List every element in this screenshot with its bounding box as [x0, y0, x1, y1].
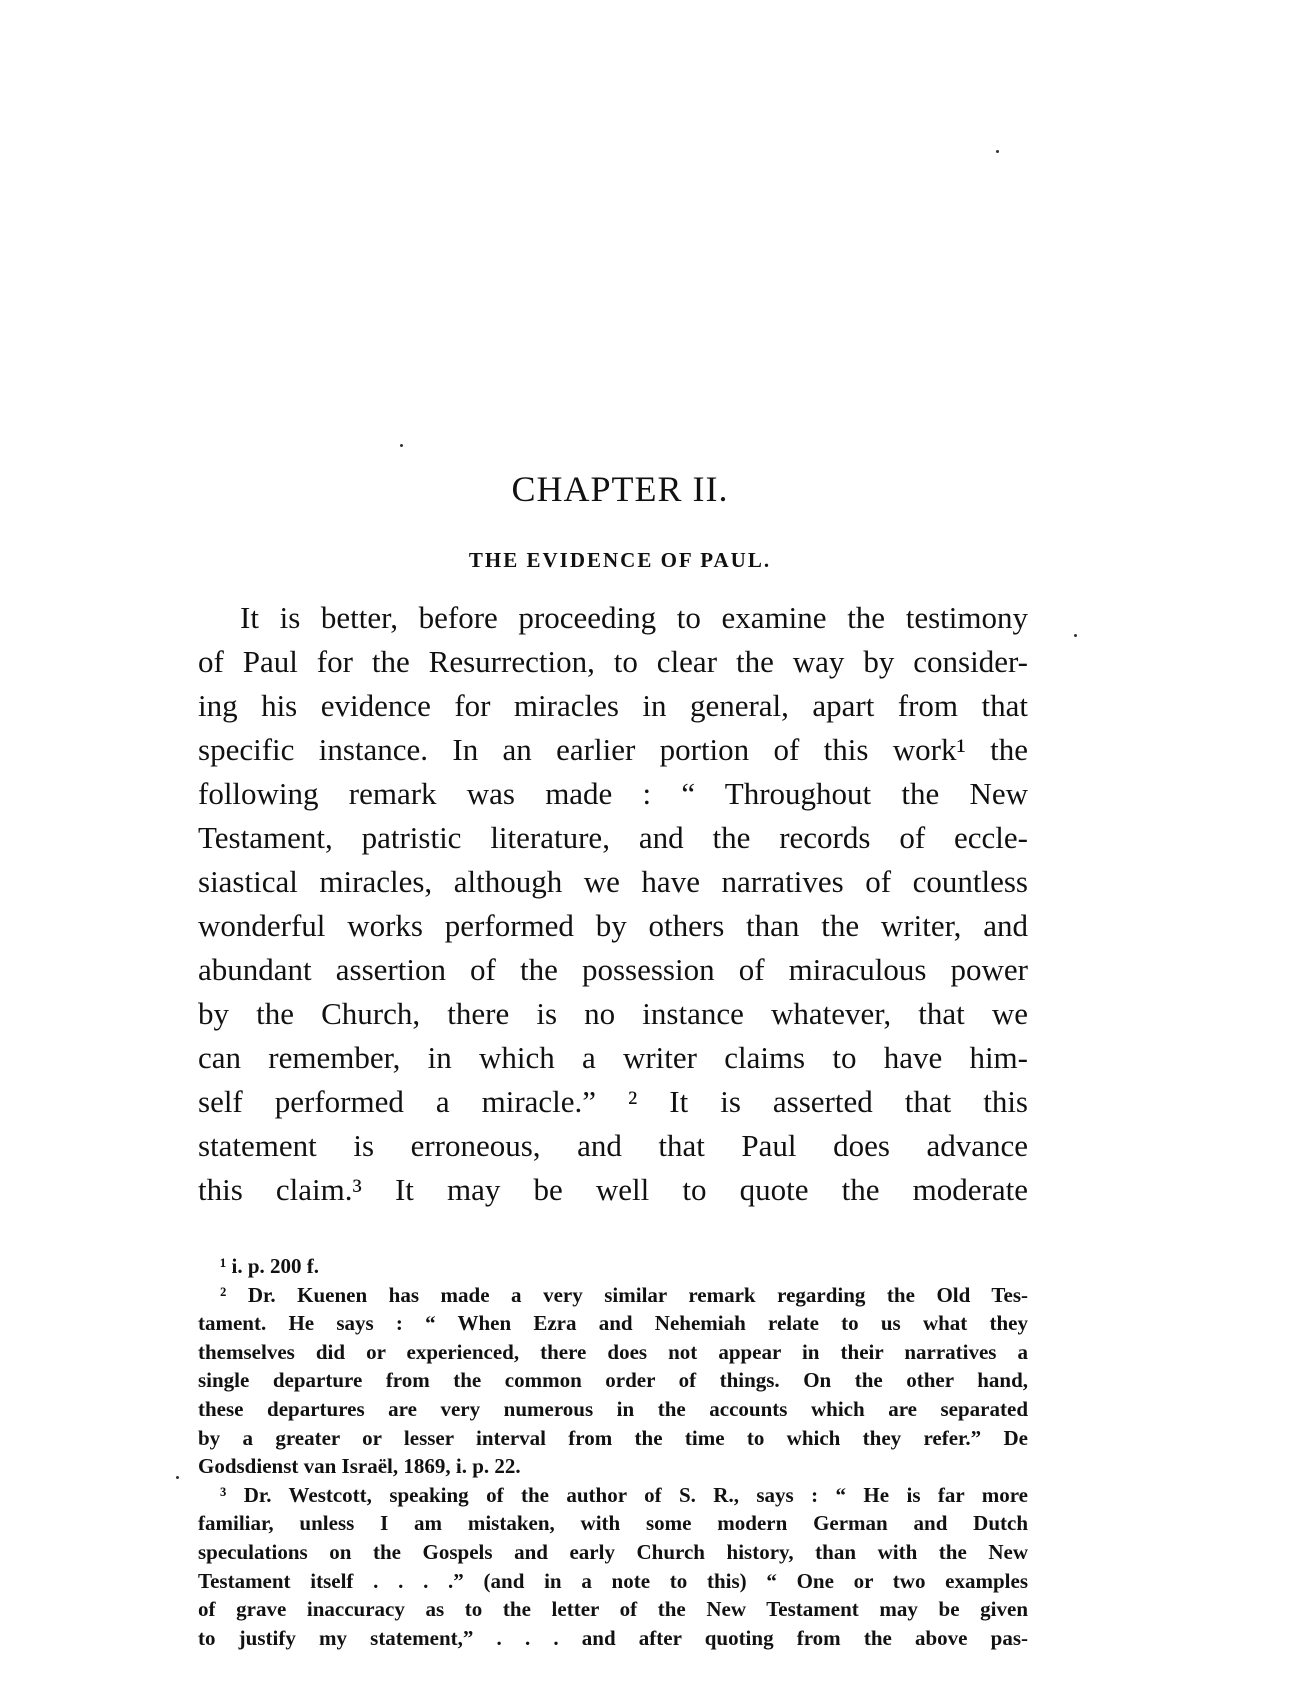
- body-text: [198, 596, 1028, 1212]
- print-speck: [1074, 634, 1077, 637]
- body-line: by the Church, there is no instance whatever, that we: [198, 996, 1028, 1031]
- chapter-subtitle: THE EVIDENCE OF PAUL.: [468, 548, 772, 572]
- print-speck: [176, 1476, 179, 1479]
- footnote-line: of grave inaccuracy as to the letter of the New Testament may be given: [198, 1597, 1028, 1622]
- footnote-line: by a greater or lesser interval from the time to which they refer.” De: [198, 1425, 1028, 1450]
- body-line: siastical miracles, although we have narratives of countless: [198, 864, 1028, 899]
- footnote-3: ³ Dr. Westcott, speaking of the author of S. R., says : “ He is far more: [220, 1482, 1028, 1507]
- body-line: of Paul for the Resurrection, to clear the way by consider-: [198, 644, 1028, 679]
- body-line: It is better, before proceeding to examine the testimony: [240, 600, 1028, 635]
- print-speck: [400, 444, 403, 447]
- footnote-1: ¹ i. p. 200 f.: [220, 1254, 320, 1278]
- chapter-title: CHAPTER II.: [511, 469, 729, 509]
- body-line: can remember, in which a writer claims to have him-: [198, 1040, 1028, 1075]
- footnote-line: Godsdienst van Israël, 1869, i. p. 22.: [198, 1454, 521, 1479]
- footnote-line: to justify my statement,” . . . and after quoting from the above pas-: [198, 1625, 1028, 1650]
- footnotes: [198, 1252, 1028, 1652]
- body-line: statement is erroneous, and that Paul does advance: [198, 1128, 1028, 1163]
- body-line: this claim.³ It may be well to quote the moderate: [198, 1172, 1028, 1207]
- footnote-line: tament. He says : “ When Ezra and Nehemiah relate to us what they: [198, 1311, 1028, 1336]
- footnote-line: single departure from the common order of things. On the other hand,: [198, 1368, 1028, 1393]
- body-line: self performed a miracle.” ² It is asserted that this: [198, 1084, 1028, 1119]
- body-line: wonderful works performed by others than the writer, and: [198, 908, 1028, 943]
- body-line: abundant assertion of the possession of miraculous power: [198, 952, 1028, 987]
- body-line: Testament, patristic literature, and the records of eccle-: [198, 820, 1028, 855]
- footnote-line: Testament itself . . . .” (and in a note to this) “ One or two examples: [198, 1568, 1028, 1593]
- footnote-line: these departures are very numerous in the accounts which are separated: [198, 1396, 1028, 1421]
- footnote-2: ² Dr. Kuenen has made a very similar remark regarding the Old Tes-: [220, 1282, 1028, 1307]
- body-line: following remark was made : “ Throughout the New: [198, 776, 1028, 811]
- print-speck: [996, 150, 999, 153]
- body-line: specific instance. In an earlier portion of this work¹ the: [198, 732, 1028, 767]
- footnote-line: familiar, unless I am mistaken, with some modern German and Dutch: [198, 1511, 1028, 1536]
- footnote-line: speculations on the Gospels and early Church history, than with the New: [198, 1539, 1028, 1564]
- body-line: ing his evidence for miracles in general, apart from that: [198, 688, 1028, 723]
- footnote-line: themselves did or experienced, there does not appear in their narratives a: [198, 1339, 1028, 1364]
